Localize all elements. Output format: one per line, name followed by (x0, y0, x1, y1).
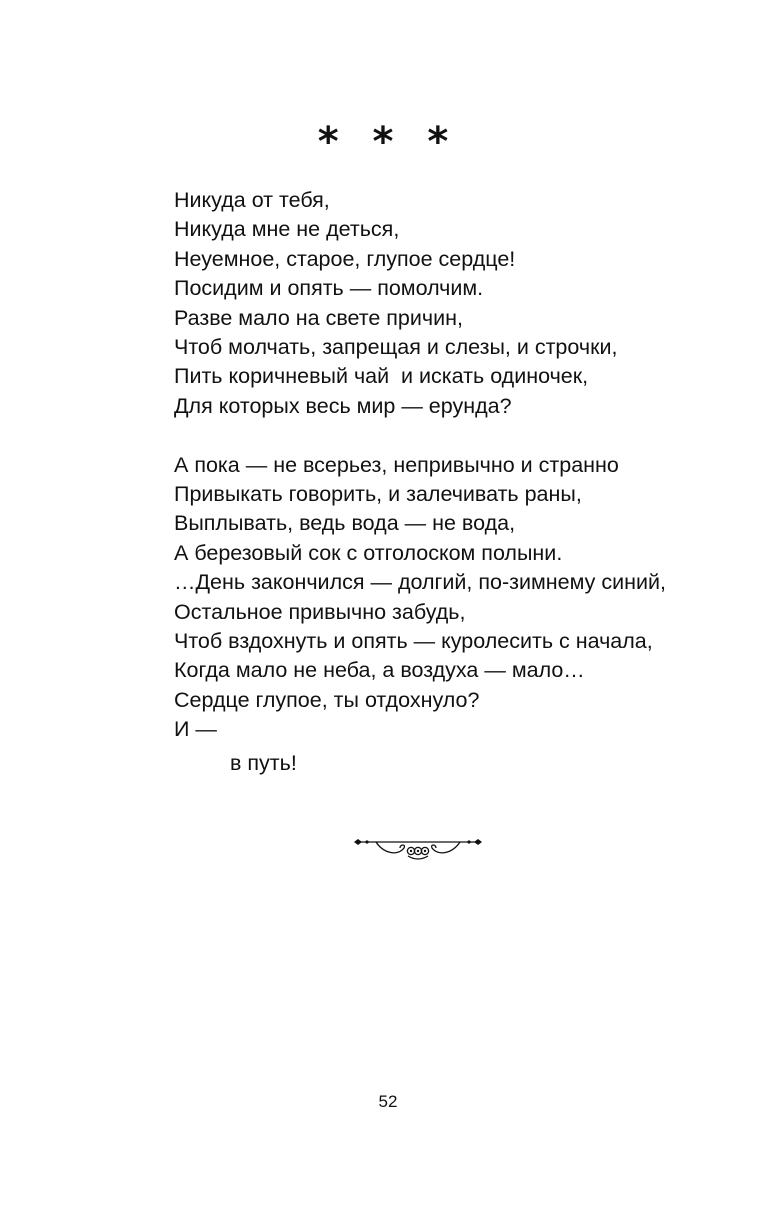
poem-line: Для которых весь мир — ерунда? (174, 393, 512, 418)
poem-line: Чтоб вздохнуть и опять — куролесить с начала, (174, 629, 653, 654)
poem-line: Привыкать говорить, и залечивать раны, (174, 482, 582, 507)
poem-line: Никуда мне не деться, (174, 217, 400, 242)
poem-line: Неуемное, старое, глупое сердце! (174, 246, 516, 271)
poem-line: Остальное привычно забудь, (174, 599, 466, 624)
poem-line-indented: в путь! (230, 750, 297, 775)
poem-line: Сердце глупое, ты отдохнуло? (174, 687, 480, 712)
poem-line: Выплывать, ведь вода — не вода, (174, 511, 516, 536)
page-number: 52 (378, 1092, 398, 1111)
poem-line: А пока — не всерьез, непривычно и странно (174, 452, 619, 477)
poem-line: А березовый сок с отголоском полыни. (174, 540, 563, 565)
stanza-2 (174, 451, 734, 778)
stanza-1 (174, 186, 734, 421)
poem-line: И — (174, 717, 217, 742)
section-separator-asterisks: * * * (317, 119, 459, 165)
poem-line: …День закончился — долгий, по-зимнему синий, (174, 570, 666, 595)
poem-line: Никуда от тебя, (174, 188, 330, 212)
poem-line: Разве мало на свете причин, (174, 305, 463, 330)
poem-line: Пить коричневый чай и искать одиночек, (174, 364, 589, 389)
poem-line: Когда мало не неба, а воздуха — мало… (174, 658, 585, 683)
poem (174, 186, 734, 778)
poem-line: Посидим и опять — помолчим. (174, 276, 484, 301)
decorative-divider-icon (354, 832, 482, 862)
poem-line: Чтоб молчать, запрещая и слезы, и строчки, (174, 335, 618, 360)
